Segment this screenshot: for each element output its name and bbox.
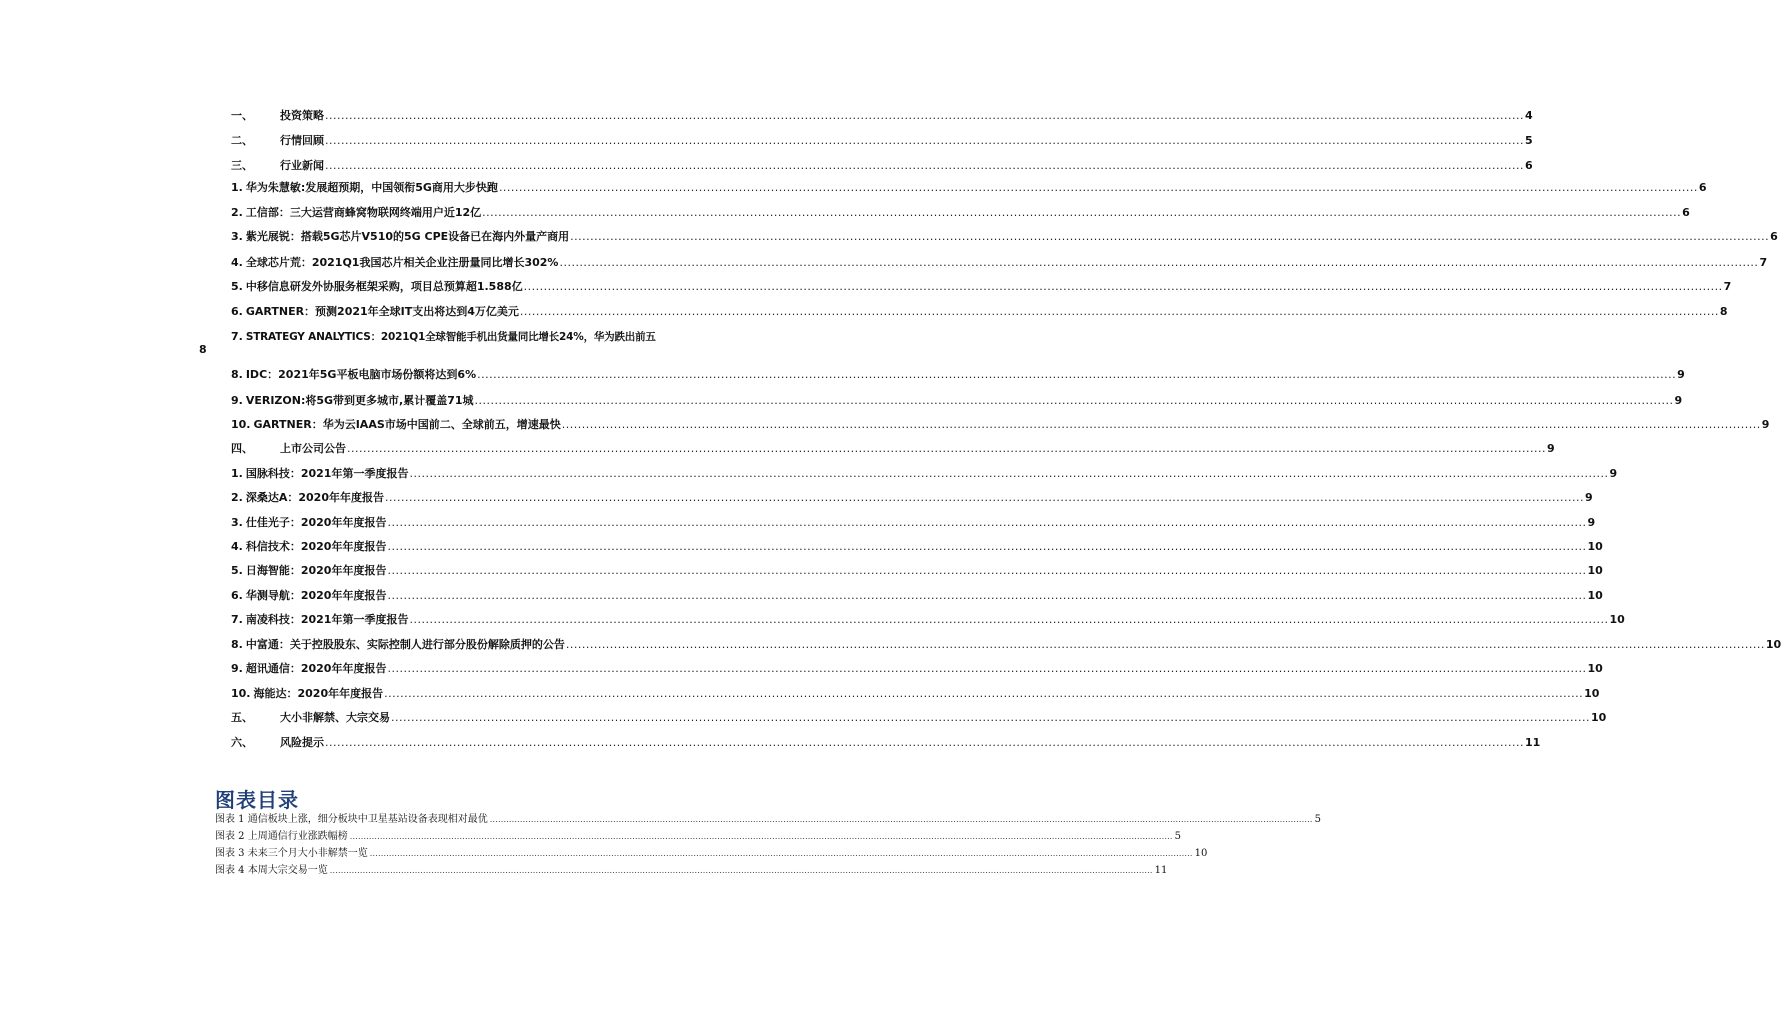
- toc-section-entry[interactable]: [231, 106, 1533, 126]
- toc-leader-dots: ............................................................................................................................................................................................................................................................................................................: [384, 491, 1584, 504]
- toc-section-entry[interactable]: [231, 733, 1541, 753]
- toc-entry[interactable]: [231, 253, 1768, 273]
- toc-entry-page: 8: [1719, 305, 1728, 318]
- toc-leader-dots: ............................................................................................................................................................................................................................................................................................................: [391, 711, 1590, 724]
- toc-entry[interactable]: [231, 178, 1707, 198]
- toc-entry-number: 2.: [231, 491, 243, 504]
- toc-leader-dots: ............................................................................................................................................................................................................................................................................................................: [325, 134, 1524, 147]
- toc-entry-number: 8.: [231, 638, 243, 651]
- toc-entry-label: 超讯通信：2020年年度报告: [245, 662, 387, 675]
- toc-entry-number: 7.: [231, 330, 243, 343]
- toc-leader-dots: ............................................................................................................................................................................................................................................................................................................: [409, 613, 1609, 626]
- toc-entry-page: 11: [1524, 736, 1541, 749]
- toc-entry-label: 中移信息研发外协服务框架采购，项目总预算超1.588亿: [245, 280, 523, 293]
- toc-entry[interactable]: [231, 488, 1593, 508]
- toc-entry[interactable]: [231, 415, 1770, 435]
- toc-entry-number: 9.: [231, 394, 243, 407]
- toc-leader-dots: ............................................................................................................................................................................................................................................................................................................: [559, 256, 1759, 269]
- toc-entry-number: 四、: [231, 442, 253, 455]
- toc-leader-dots: ............................................................................................................................................................................................................................................................................................................: [387, 564, 1587, 577]
- toc-leader-dots: ............................................................................................................................................................................................................................................................................................................: [477, 368, 1677, 381]
- toc-entry-number: 3.: [231, 230, 243, 243]
- toc-entry-page: 9: [1609, 467, 1618, 480]
- toc-entry-page: 9: [1674, 394, 1683, 407]
- figure-entry-page: 5: [1314, 814, 1321, 825]
- toc-entry-label: 科信技术：2020年年度报告: [245, 540, 387, 553]
- toc-section-entry[interactable]: [231, 156, 1533, 176]
- toc-entry-number: 4.: [231, 256, 243, 269]
- toc-section-entry[interactable]: [231, 708, 1607, 728]
- toc-entry[interactable]: [231, 513, 1596, 533]
- figure-list-entry[interactable]: [215, 863, 1168, 879]
- toc-entry[interactable]: [231, 635, 1781, 655]
- figures-list-title: 图表目录: [215, 788, 299, 812]
- figure-entry-label: 图表 4 本周大宗交易一览: [215, 865, 328, 876]
- toc-entry-label: 国脉科技：2021年第一季度报告: [245, 467, 409, 480]
- toc-leader-dots: ............................................................................................................................................................................................................................................................................................................: [409, 467, 1609, 480]
- toc-entry-page: 9: [1677, 368, 1685, 381]
- toc-entry-label: 海能达：2020年年度报告: [253, 687, 384, 700]
- toc-entry-page: 10: [1587, 564, 1603, 577]
- toc-entry-page: 4: [1524, 109, 1533, 122]
- toc-entry[interactable]: [231, 203, 1690, 223]
- figure-leader-dots: ............................................................................................................................................................................................................................................................................................................: [329, 866, 1153, 875]
- toc-entry-label: 紫光展锐：搭载5G芯片V510的5G CPE设备已在海内外量产商用: [245, 230, 570, 243]
- toc-leader-dots: ............................................................................................................................................................................................................................................................................................................: [347, 442, 1546, 455]
- toc-entry[interactable]: [231, 537, 1603, 557]
- toc-entry-page: 10: [1587, 662, 1603, 675]
- toc-entry-page: 7: [1723, 280, 1732, 293]
- toc-entry-number: 8.: [231, 368, 243, 381]
- toc-entry-page: 9: [1587, 516, 1596, 529]
- toc-entry-page: 10: [1590, 711, 1607, 724]
- toc-entry-page: 6: [1698, 181, 1707, 194]
- toc-entry-number: 2.: [231, 206, 243, 219]
- toc-entry-label: 华为朱慧敏:发展超预期，中国领衔5G商用大步快跑: [245, 181, 498, 194]
- toc-entry-number: 6.: [231, 305, 243, 318]
- toc-leader-dots: ............................................................................................................................................................................................................................................................................................................: [565, 638, 1765, 651]
- toc-entry-number: 二、: [231, 134, 253, 147]
- figure-entry-page: 11: [1154, 865, 1168, 876]
- toc-entry[interactable]: [231, 277, 1732, 297]
- toc-section-entry[interactable]: [231, 131, 1533, 151]
- toc-leader-dots: ............................................................................................................................................................................................................................................................................................................: [561, 418, 1761, 431]
- toc-entry-page: 6: [1682, 206, 1690, 219]
- toc-entry-page: 10: [1584, 687, 1600, 700]
- toc-entry[interactable]: [231, 464, 1618, 484]
- toc-entry-label: 上市公司公告: [280, 442, 346, 455]
- figure-entry-label: 图表 3 未来三个月大小非解禁一览: [215, 848, 368, 859]
- toc-entry-label: 华测导航：2020年年度报告: [245, 589, 387, 602]
- toc-entry[interactable]: [231, 391, 1683, 411]
- toc-leader-dots: ............................................................................................................................................................................................................................................................................................................: [387, 516, 1587, 529]
- toc-entry-page: 6: [1524, 159, 1533, 172]
- figure-list-entry[interactable]: [215, 846, 1208, 862]
- toc-entry-label: 深桑达A：2020年年度报告: [245, 491, 384, 504]
- toc-leader-dots: ............................................................................................................................................................................................................................................................................................................: [523, 280, 1723, 293]
- toc-entry-page: 9: [1546, 442, 1555, 455]
- toc-leader-dots: ............................................................................................................................................................................................................................................................................................................: [387, 662, 1587, 675]
- figure-leader-dots: ............................................................................................................................................................................................................................................................................................................: [489, 815, 1313, 824]
- toc-entry-label: 风险提示: [280, 736, 324, 749]
- toc-entry-page[interactable]: 8: [199, 343, 207, 356]
- figure-list-entry[interactable]: [215, 812, 1321, 828]
- toc-leader-dots: ............................................................................................................................................................................................................................................................................................................: [498, 181, 1698, 194]
- toc-entry-number: 4.: [231, 540, 243, 553]
- toc-entry-label: 全球芯片荒：2021Q1我国芯片相关企业注册量同比增长302%: [245, 256, 559, 269]
- toc-leader-dots: ............................................................................................................................................................................................................................................................................................................: [482, 206, 1682, 219]
- toc-entry-label: STRATEGY ANALYTICS：2021Q1全球智能手机出货量同比增长24%，华为跌出前五: [245, 331, 656, 343]
- toc-entry-number: 1.: [231, 467, 243, 480]
- toc-entry-page: 10: [1587, 589, 1603, 602]
- toc-entry[interactable]: [231, 610, 1625, 630]
- toc-entry-number: 5.: [231, 564, 243, 577]
- toc-leader-dots: ............................................................................................................................................................................................................................................................................................................: [384, 687, 1584, 700]
- toc-entry-number: 六、: [231, 736, 253, 749]
- toc-entry-number: 一、: [231, 109, 253, 122]
- toc-entry-number: 10.: [231, 418, 251, 431]
- toc-entry[interactable]: [231, 365, 1685, 385]
- toc-entry[interactable]: [231, 684, 1600, 704]
- toc-entry-page: 10: [1609, 613, 1625, 626]
- toc-entry-label: 工信部：三大运营商蜂窝物联网终端用户近12亿: [245, 206, 482, 219]
- toc-entry-number: 5.: [231, 280, 243, 293]
- toc-leader-dots: ............................................................................................................................................................................................................................................................................................................: [325, 109, 1524, 122]
- toc-leader-dots: ............................................................................................................................................................................................................................................................................................................: [387, 540, 1587, 553]
- toc-leader-dots: ............................................................................................................................................................................................................................................................................................................: [325, 736, 1524, 749]
- toc-entry-page: 6: [1770, 230, 1778, 243]
- figure-entry-label: 图表 1 通信板块上涨，细分板块中卫星基站设备表现相对最优: [215, 814, 488, 825]
- toc-entry-label: 投资策略: [280, 109, 324, 122]
- toc-leader-dots: ............................................................................................................................................................................................................................................................................................................: [519, 305, 1719, 318]
- toc-entry-label: 中富通：关于控股股东、实际控制人进行部分股份解除质押的公告: [245, 638, 565, 651]
- toc-entry[interactable]: [231, 327, 711, 347]
- toc-entry-number: 五、: [231, 711, 253, 724]
- toc-entry-label: 日海智能：2020年年度报告: [245, 564, 387, 577]
- toc-entry-page: 10: [1587, 540, 1603, 553]
- toc-leader-dots: ............................................................................................................................................................................................................................................................................................................: [570, 230, 1770, 243]
- toc-leader-dots: ............................................................................................................................................................................................................................................................................................................: [325, 159, 1524, 172]
- figure-entry-page: 5: [1174, 831, 1181, 842]
- toc-entry-page: 10: [1765, 638, 1781, 651]
- toc-entry-label: GARTNER：预测2021年全球IT支出将达到4万亿美元: [245, 305, 519, 318]
- toc-entry-number: 10.: [231, 687, 251, 700]
- toc-leader-dots: ............................................................................................................................................................................................................................................................................................................: [387, 589, 1587, 602]
- figure-entry-page: 10: [1194, 848, 1208, 859]
- toc-entry-label: 行业新闻: [280, 159, 324, 172]
- toc-entry-number: 3.: [231, 516, 243, 529]
- toc-entry-number: 三、: [231, 159, 253, 172]
- toc-entry[interactable]: [231, 302, 1728, 322]
- toc-entry[interactable]: [231, 659, 1603, 679]
- figure-entry-label: 图表 2 上周通信行业涨跌幅榜: [215, 831, 348, 842]
- toc-entry-label: 南凌科技：2021年第一季度报告: [245, 613, 409, 626]
- toc-entry-label: 仕佳光子：2020年年度报告: [245, 516, 387, 529]
- toc-entry-label: IDC：2021年5G平板电脑市场份额将达到6%: [245, 368, 477, 381]
- toc-entry-page: 5: [1524, 134, 1533, 147]
- toc-entry-page: 9: [1584, 491, 1593, 504]
- toc-entry-label: GARTNER：华为云IAAS市场中国前二、全球前五，增速最快: [253, 418, 561, 431]
- toc-entry-label: 大小非解禁、大宗交易: [280, 711, 390, 724]
- toc-entry-number: 1.: [231, 181, 243, 194]
- toc-entry-number: 7.: [231, 613, 243, 626]
- toc-entry-number: 9.: [231, 662, 243, 675]
- toc-entry[interactable]: [231, 561, 1603, 581]
- toc-entry[interactable]: [231, 227, 1778, 247]
- toc-entry-label: VERIZON:将5G带到更多城市,累计覆盖71城: [245, 394, 474, 407]
- toc-entry-page: 7: [1759, 256, 1768, 269]
- toc-entry[interactable]: [231, 586, 1603, 606]
- figure-leader-dots: ............................................................................................................................................................................................................................................................................................................: [349, 832, 1173, 841]
- figure-leader-dots: ............................................................................................................................................................................................................................................................................................................: [369, 849, 1193, 858]
- toc-section-entry[interactable]: [231, 439, 1555, 459]
- figure-list-entry[interactable]: [215, 829, 1181, 845]
- toc-leader-dots: ............................................................................................................................................................................................................................................................................................................: [474, 394, 1674, 407]
- toc-entry-label: 行情回顾: [280, 134, 324, 147]
- toc-entry-number: 6.: [231, 589, 243, 602]
- toc-entry-page: 9: [1761, 418, 1770, 431]
